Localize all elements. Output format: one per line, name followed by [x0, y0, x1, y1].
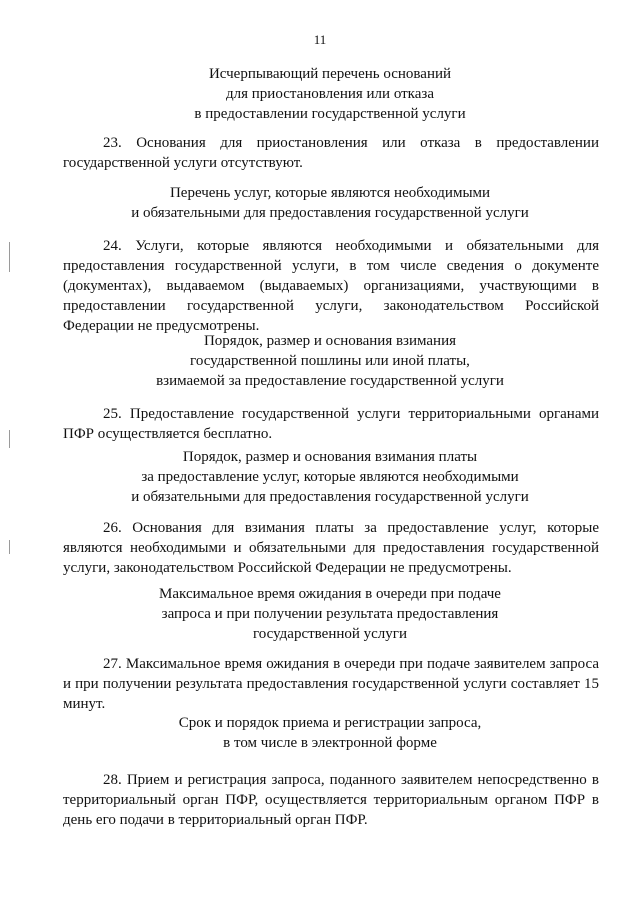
- heading-line: в предоставлении государственной услуги: [194, 106, 466, 122]
- scan-edge-mark: [9, 430, 10, 448]
- section-heading: [60, 447, 600, 507]
- scan-edge-mark: [9, 540, 10, 554]
- heading-line: Порядок, размер и основания взимания платы: [182, 449, 478, 465]
- heading-line: Перечень услуг, которые являются необходимыми: [169, 185, 491, 201]
- heading-line: взимаемой за предоставление государственной услуги: [156, 373, 504, 389]
- section-heading: [60, 584, 600, 644]
- paragraph-26: 26. Основания для взимания платы за предоставление услуг, которые являются необходимыми и обязательными для предоставления государственной услуги, законодательством Российской Федерации не предусмотрены.: [63, 520, 599, 576]
- paragraph-25: 25. Предоставление государственной услуги территориальными органами ПФР осуществляется бесплатно.: [63, 406, 599, 442]
- heading-line: за предоставление услуг, которые являются необходимыми: [141, 469, 519, 485]
- paragraph-24: 24. Услуги, которые являются необходимыми и обязательными для предоставления государственной услуги, в том числе сведения о документе (документах), выдаваемом (выдаваемых) организациями, участвующими в предоставлении государственной услуги, законодательством Российской Федерации не предусмотрены.: [63, 238, 599, 334]
- heading-line: государственной пошлины или иной платы,: [190, 353, 470, 369]
- heading-line: Порядок, размер и основания взимания: [203, 333, 457, 349]
- heading-line: в том числе в электронной форме: [223, 735, 437, 751]
- heading-line: Исчерпывающий перечень оснований: [208, 66, 452, 82]
- heading-line: для приостановления или отказа: [226, 86, 434, 102]
- heading-line: государственной услуги: [253, 626, 407, 642]
- section-heading: [60, 64, 600, 124]
- paragraph-23: 23. Основания для приостановления или отказа в предоставлении государственной услуги отсутствуют.: [63, 135, 599, 171]
- paragraph-27: 27. Максимальное время ожидания в очереди при подаче заявителем запроса и при получении результата предоставления государственной услуги составляет 15 минут.: [63, 656, 599, 712]
- heading-line: и обязательными для предоставления государственной услуги: [131, 205, 529, 221]
- heading-line: и обязательными для предоставления государственной услуги: [131, 489, 529, 505]
- heading-line: Срок и порядок приема и регистрации запроса,: [178, 715, 482, 731]
- section-heading: [60, 331, 600, 391]
- paragraph-28: 28. Прием и регистрация запроса, поданного заявителем непосредственно в территориальный орган ПФР, осуществляется территориальным органом ПФР в день его подачи в территориальный орган ПФР.: [63, 772, 599, 828]
- heading-line: запроса и при получении результата предоставления: [161, 606, 499, 622]
- heading-line: Максимальное время ожидания в очереди при подаче: [159, 586, 501, 602]
- scan-edge-mark: [9, 242, 10, 272]
- page-number: 11: [313, 32, 327, 47]
- section-heading: [60, 713, 600, 753]
- section-heading: [60, 183, 600, 223]
